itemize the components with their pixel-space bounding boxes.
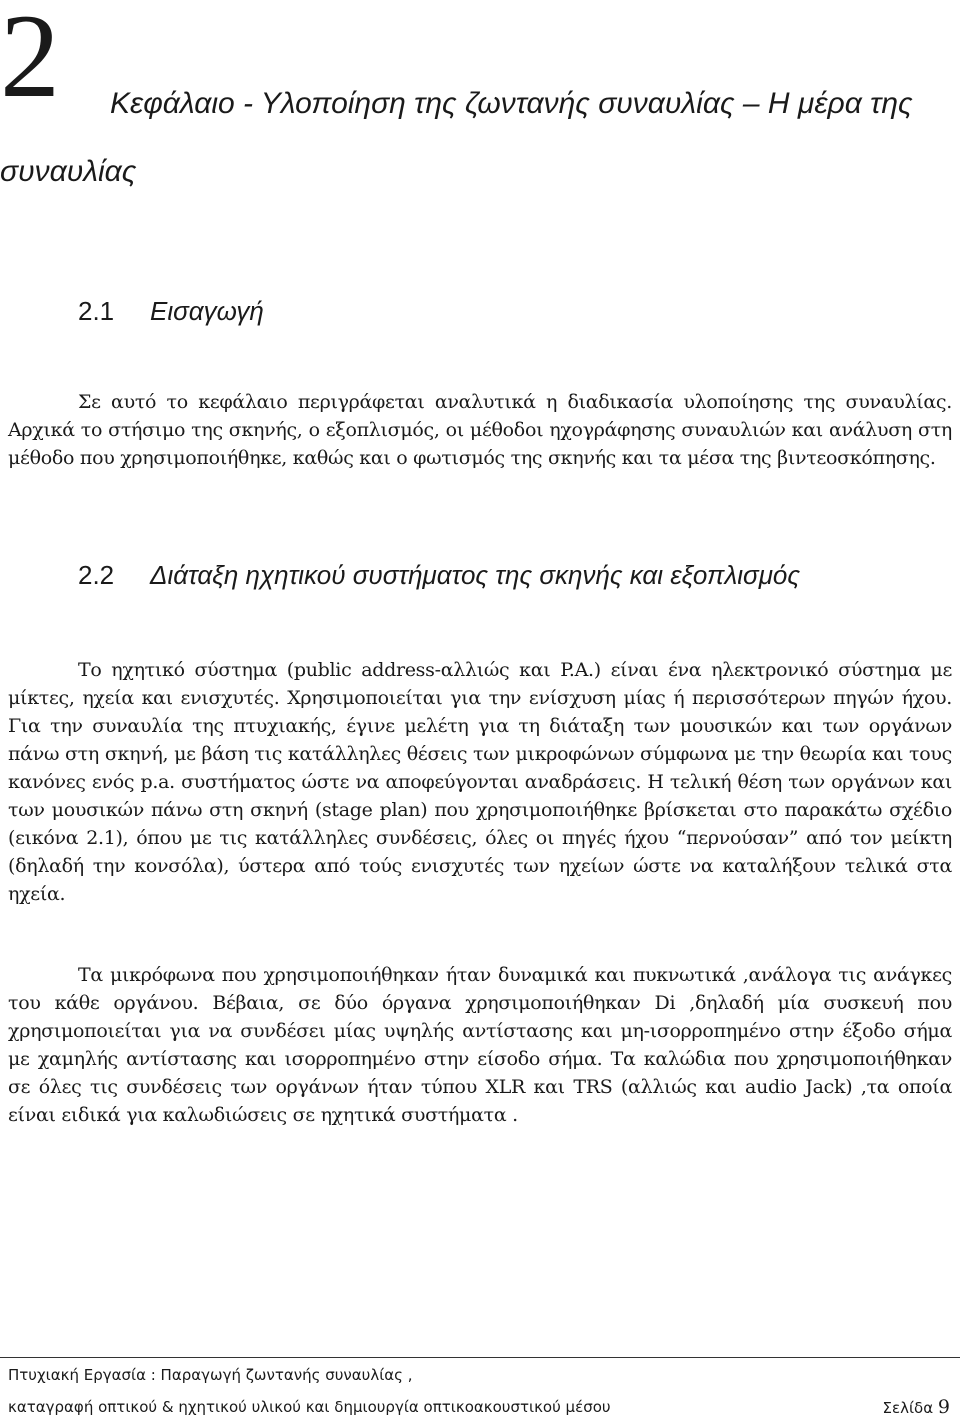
page-label-text: Σελίδα xyxy=(882,1399,934,1417)
section-heading-introduction xyxy=(78,296,264,327)
footer-divider xyxy=(0,1357,960,1358)
section-heading-sound-system xyxy=(78,560,800,591)
footer-title-line2: καταγραφή οπτικού & ηχητικού υλικού και δημιουργία οπτικοακουστικού μέσου xyxy=(8,1398,611,1416)
page-number-label xyxy=(883,1396,950,1418)
page-number: 9 xyxy=(937,1396,950,1418)
paragraph-sound-system: Το ηχητικό σύστημα (public address-αλλιώς και P.A.) είναι ένα ηλεκτρονικό σύστημα με μίκτες, ηχεία και ενισχυτές. Χρησιμοποιείται για την ενίσχυση μίας ή περισσότερων πηγών ήχου. Για την συναυλία της πτυχιακής, έγινε μελέτη για τη διάταξη των μουσικών και των οργάνων πάνω στη σκηνή, με βάση τις κατάλληλες θέσεις των μικροφώνων σύμφωνα με την θεωρία και τους κανόνες ενός p.a. συστήματος ώστε να αποφεύγονται αναδράσεις. Η τελική θέση των οργάνων και των μουσικών πάνω στη σκηνή (stage plan) που χρησιμοποιήθηκε βρίσκεται στο παρακάτω σχέδιο (εικόνα 2.1), όπου με τις κατάλληλες συνδέσεις, όλες οι πηγές ήχου “περνούσαν” από τον μείκτη (δηλαδή την κονσόλα), ύστερα από τούς ενισχυτές των ηχείων ώστε να καταλήξουν τελικά στα ηχεία. xyxy=(8,659,952,905)
section-number: 2.2 xyxy=(78,560,115,590)
chapter-title: Κεφάλαιο - Υλοποίηση της ζωντανής συναυλίας – Η μέρα της συναυλίας xyxy=(0,87,913,188)
paragraph-introduction: Σε αυτό το κεφάλαιο περιγράφεται αναλυτικά η διαδικασία υλοποίησης της συναυλίας. Αρχικά το στήσιμο της σκηνής, ο εξοπλισμός, οι μέθοδοι ηχογράφησης συναυλιών και ανάλυση στη μέθοδο που χρησιμοποιήθηκε, καθώς και ο φωτισμός της σκηνής και τα μέσα της βιντεοσκόπησης. xyxy=(8,391,952,469)
section-number: 2.1 xyxy=(78,296,115,326)
section-title: Εισαγωγή xyxy=(150,296,264,326)
chapter-number: 2 xyxy=(0,0,60,122)
section-title: Διάταξη ηχητικού συστήματος της σκηνής και εξοπλισμός xyxy=(150,560,801,590)
paragraph-microphones: Τα μικρόφωνα που χρησιμοποιήθηκαν ήταν δυναμικά και πυκνωτικά ,ανάλογα τις ανάγκες του κάθε οργάνου. Βέβαια, σε δύο όργανα χρησιμοποιήθηκαν Di ,δηλαδή μία συσκευή που χρησιμοποιείται για να συνδέσει μίας υψηλής αντίστασης και μη-ισορροπημένο στην έξοδο σήμα με χαμηλής αντίστασης και ισορροπημένο στην είσοδο σήμα. Τα καλώδια που χρησιμοποιήθηκαν σε όλες τις συνδέσεις των οργάνων ήταν τύπου XLR και TRS (αλλιώς και audio Jack) ,τα οποία είναι ειδικά για καλωδιώσεις σε ηχητικά συστήματα . xyxy=(8,964,952,1126)
footer-title-line1: Πτυχιακή Εργασία : Παραγωγή ζωντανής συναυλίας , xyxy=(8,1366,413,1384)
